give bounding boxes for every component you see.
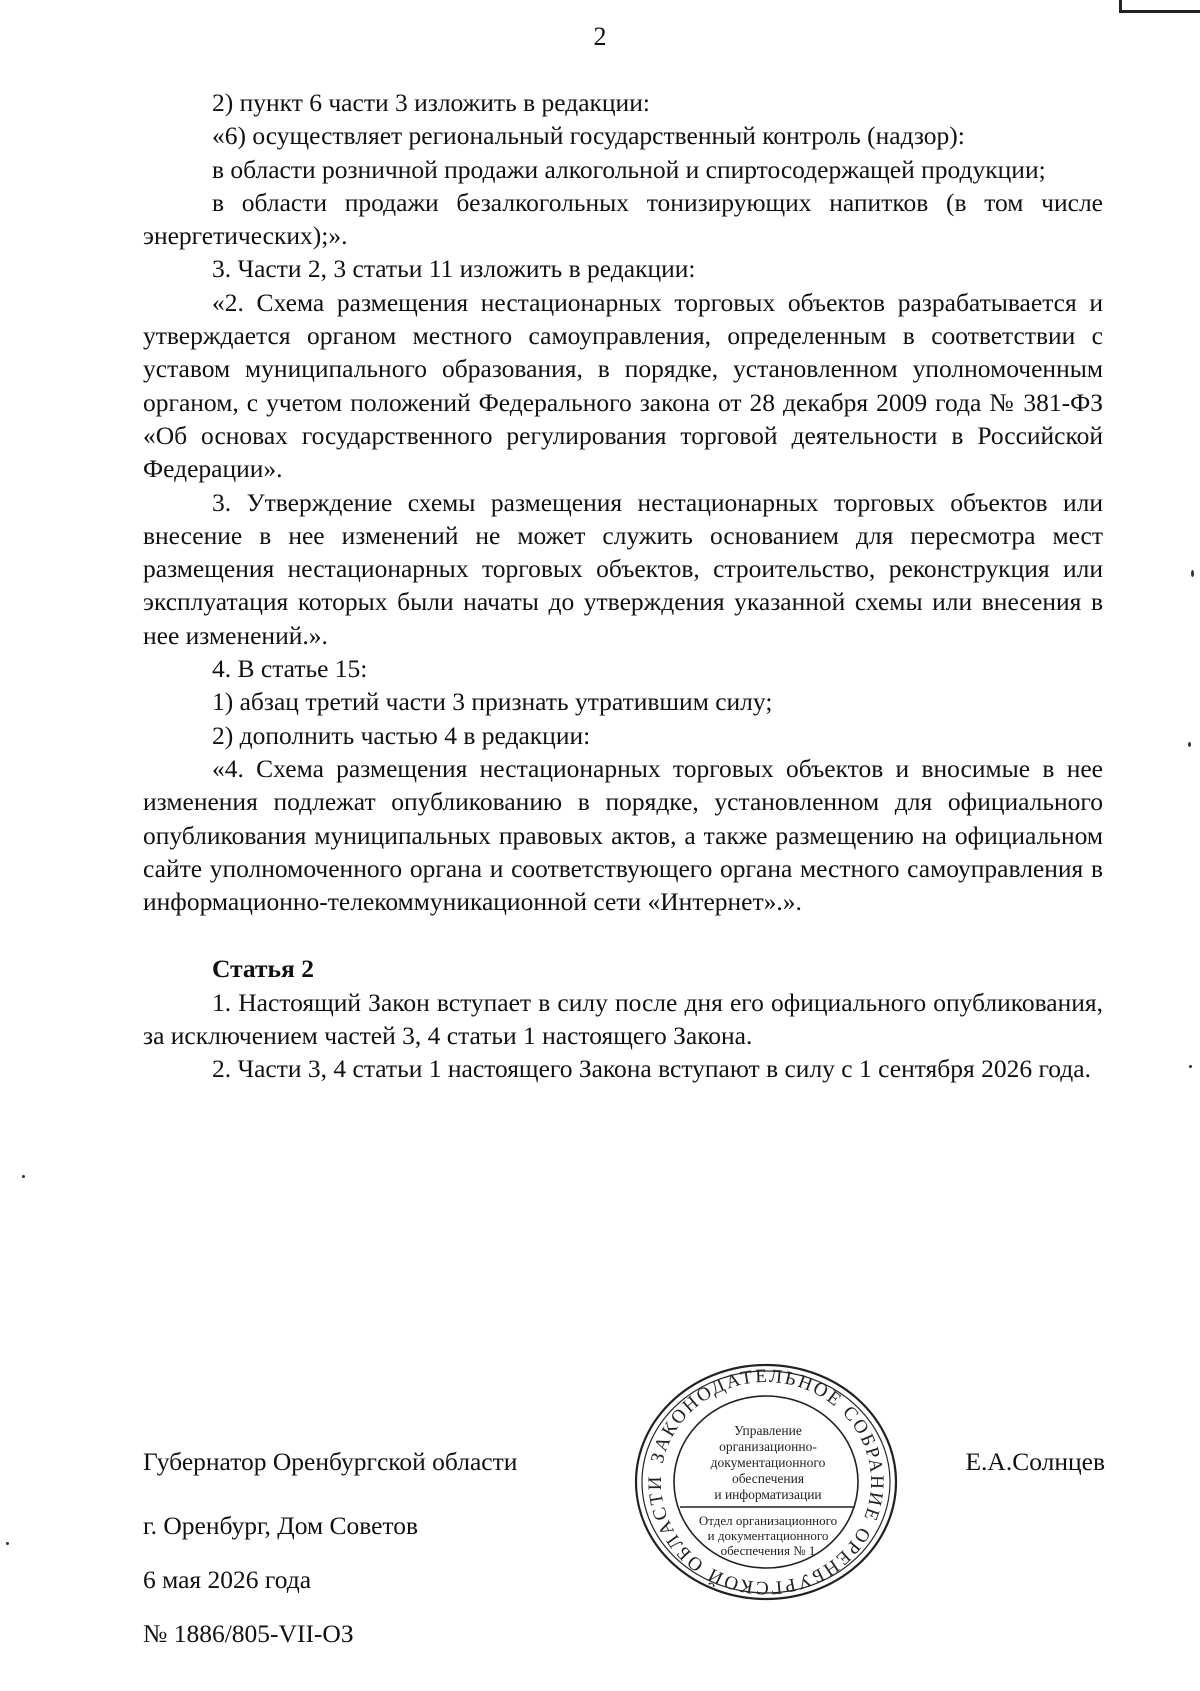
paragraph: 2. Части 3, 4 статьи 1 настоящего Закона вступают в силу с 1 сентября 2026 года. bbox=[212, 1054, 1091, 1084]
signing-place: г. Оренбург, Дом Советов bbox=[143, 1511, 419, 1540]
page-number: 2 bbox=[593, 22, 607, 51]
article-heading: Статья 2 bbox=[212, 954, 314, 984]
paragraph: «6) осуществляет региональный государственный контроль (надзор): bbox=[212, 121, 965, 151]
paragraph: 1) абзац третий части 3 признать утратившим силу; bbox=[212, 687, 773, 717]
scan-speck bbox=[1189, 1065, 1192, 1068]
signatory-name: Е.А.Солнцев bbox=[965, 1447, 1105, 1476]
scan-speck bbox=[6, 1542, 9, 1545]
seal-line: Отдел организационного bbox=[698, 1513, 838, 1528]
paragraph: в области продажи безалкогольных тонизирующих напитков (в том числе энергетических);». bbox=[143, 187, 1103, 251]
scan-speck bbox=[1191, 570, 1194, 577]
seal-ring-text: ЗАКОНОДАТЕЛЬНОЕ СОБРАНИЕ ОРЕНБУРГСКОЙ ОБЛАСТИ bbox=[644, 1365, 888, 1599]
official-seal bbox=[628, 1357, 904, 1607]
paragraph: 3. Утверждение схемы размещения нестационарных торговых объектов или внесение в нее изменений не может служить основанием для пересмотра мест размещения нестационарных торговых объектов, строительство, реконструкция или эксплуатация которых были начаты до утверждения указанной схемы или внесения в нее изменений.». bbox=[143, 487, 1103, 650]
paragraph: 4. В статье 15: bbox=[212, 654, 368, 684]
paragraph: «4. Схема размещения нестационарных торговых объектов и вносимые в нее изменения подлежат опубликованию в порядке, установленном для официального опубликования муниципальных правовых актов, а также размещению на официальном сайте уполномоченного органа и соответствующего органа местного самоуправления в информационно-телекоммуникационной сети «Интернет».». bbox=[143, 753, 1103, 917]
seal-line: обеспечения bbox=[731, 1471, 805, 1486]
seal-line: организационно- bbox=[719, 1439, 817, 1454]
paragraph: 1. Настоящий Закон вступает в силу после дня его официального опубликования, за исключением частей 3, 4 статьи 1 настоящего Закона. bbox=[143, 987, 1103, 1051]
document-body bbox=[143, 86, 1103, 1086]
paragraph: 3. Части 2, 3 статьи 11 изложить в редакции: bbox=[212, 254, 696, 284]
paragraph: 2) пункт 6 части 3 изложить в редакции: bbox=[212, 88, 650, 117]
scan-edge-mark bbox=[1119, 0, 1200, 13]
scan-speck bbox=[22, 1175, 25, 1178]
paragraph: 2) дополнить частью 4 в редакции: bbox=[212, 720, 591, 750]
law-number: № 1886/805-VII-ОЗ bbox=[143, 1619, 354, 1648]
paragraph: «2. Схема размещения нестационарных торговых объектов разрабатывается и утверждается органом местного самоуправления, определенным в соответствии с уставом муниципального образования, в порядке, установленном уполномоченным органом, с учетом положений Федерального закона от 28 декабря 2009 года № 381-ФЗ «Об основах государственного регулирования торговой деятельности в Российской Федерации». bbox=[143, 287, 1103, 484]
seal-line: Управление bbox=[734, 1423, 802, 1438]
scan-speck bbox=[1188, 742, 1191, 747]
seal-line: обеспечения № 1 bbox=[720, 1543, 816, 1558]
seal-line: и информатизации bbox=[714, 1487, 822, 1502]
seal-line: документационного bbox=[710, 1455, 826, 1470]
seal-line: и документационного bbox=[707, 1528, 829, 1543]
signatory-title: Губернатор Оренбургской области bbox=[143, 1447, 518, 1476]
signing-date: 6 мая 2026 года bbox=[143, 1565, 312, 1594]
paragraph: в области розничной продажи алкогольной и спиртосодержащей продукции; bbox=[212, 154, 1046, 184]
